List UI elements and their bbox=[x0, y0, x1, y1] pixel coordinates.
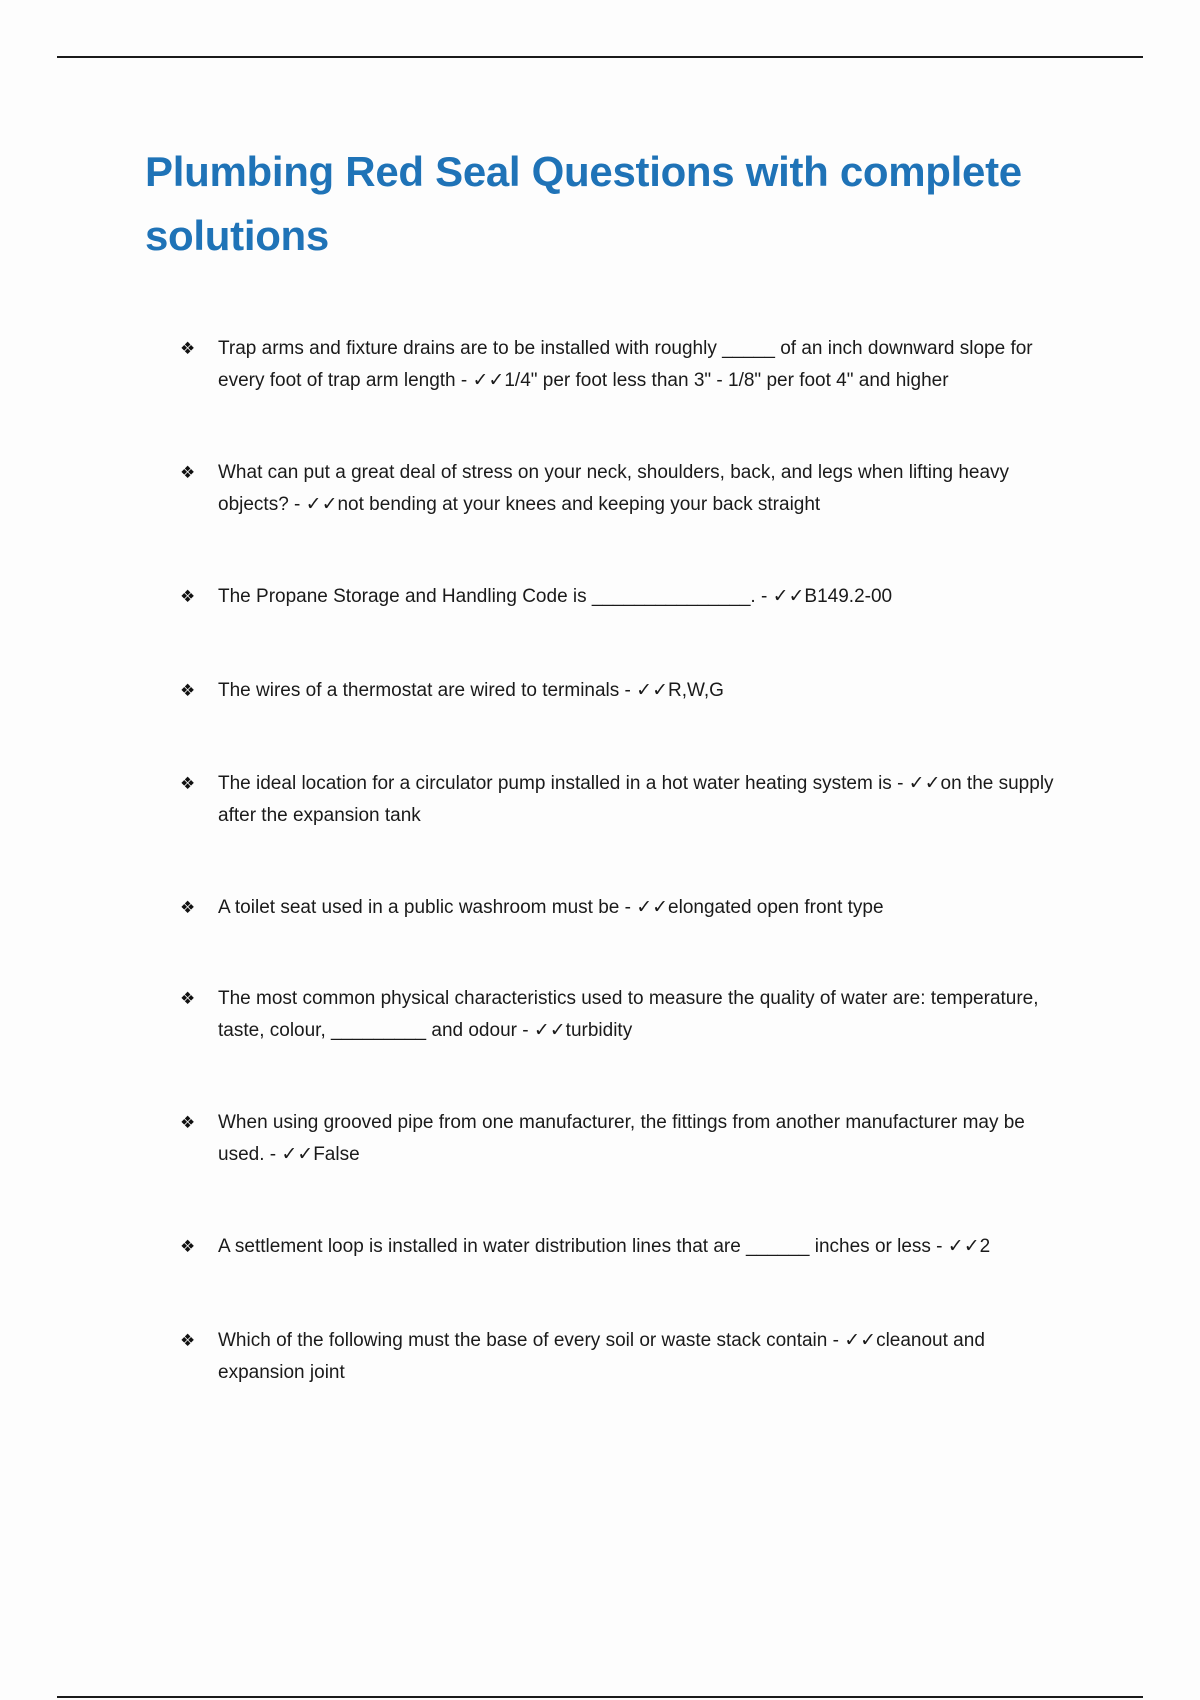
four-diamond-bullet-icon: ❖ bbox=[180, 463, 196, 483]
list-item bbox=[180, 1231, 1070, 1263]
four-diamond-bullet-icon: ❖ bbox=[180, 681, 196, 701]
question-text: The wires of a thermostat are wired to terminals - ✓✓R,W,G bbox=[218, 680, 724, 701]
page-title: Plumbing Red Seal Questions with complete solutions bbox=[145, 148, 1022, 259]
question-text: The most common physical characteristics used to measure the quality of water are: temperature, taste, colour, _________ and odour - ✓✓turbidity bbox=[218, 988, 1039, 1041]
question-text: When using grooved pipe from one manufacturer, the fittings from another manufacturer may be used. - ✓✓False bbox=[218, 1112, 1025, 1165]
four-diamond-bullet-icon: ❖ bbox=[180, 1237, 196, 1257]
list-item bbox=[180, 768, 1070, 832]
list-item bbox=[180, 983, 1070, 1047]
question-text: The Propane Storage and Handling Code is _______________. - ✓✓B149.2-00 bbox=[218, 586, 893, 607]
four-diamond-bullet-icon: ❖ bbox=[180, 1331, 196, 1351]
list-item bbox=[180, 892, 1070, 924]
question-text: A toilet seat used in a public washroom must be - ✓✓elongated open front type bbox=[218, 897, 884, 918]
list-item bbox=[180, 333, 1070, 397]
footer-rule bbox=[57, 1696, 1143, 1698]
list-item bbox=[180, 1325, 1070, 1389]
four-diamond-bullet-icon: ❖ bbox=[180, 339, 196, 359]
four-diamond-bullet-icon: ❖ bbox=[180, 1113, 196, 1133]
question-text: Which of the following must the base of every soil or waste stack contain - ✓✓cleanout and expansion joint bbox=[218, 1330, 985, 1383]
question-text: Trap arms and fixture drains are to be installed with roughly _____ of an inch downward slope for every foot of trap arm length - ✓✓1/4" per foot less than 3" - 1/8" per foot 4" and higher bbox=[218, 338, 1033, 391]
four-diamond-bullet-icon: ❖ bbox=[180, 587, 196, 607]
four-diamond-bullet-icon: ❖ bbox=[180, 898, 196, 918]
four-diamond-bullet-icon: ❖ bbox=[180, 989, 196, 1009]
list-item bbox=[180, 1107, 1070, 1171]
question-text: The ideal location for a circulator pump installed in a hot water heating system is - ✓✓on the supply after the expansion tank bbox=[218, 773, 1054, 826]
list-item bbox=[180, 581, 1070, 613]
list-item bbox=[180, 457, 1070, 521]
question-text: What can put a great deal of stress on your neck, shoulders, back, and legs when lifting heavy objects? - ✓✓not bending at your knees and keeping your back straight bbox=[218, 462, 1010, 515]
question-text: A settlement loop is installed in water distribution lines that are ______ inches or less - ✓✓2 bbox=[218, 1236, 991, 1257]
list-item bbox=[180, 675, 1070, 707]
four-diamond-bullet-icon: ❖ bbox=[180, 774, 196, 794]
